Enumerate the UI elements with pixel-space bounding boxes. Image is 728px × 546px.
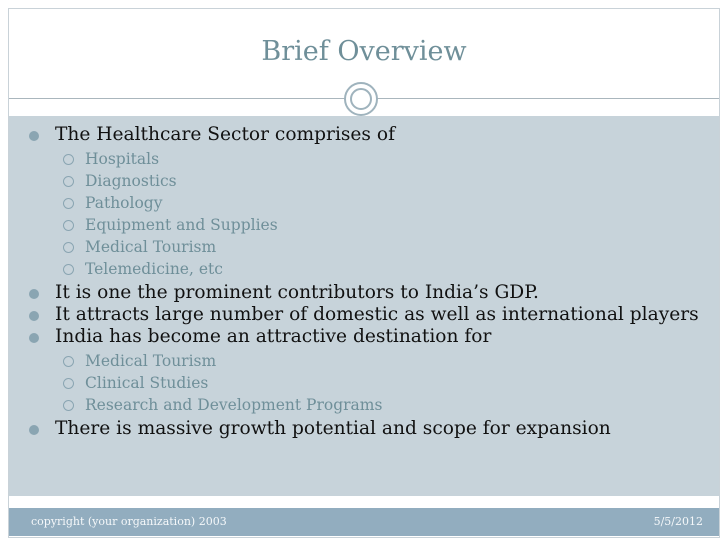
bullet-item-growth — [19, 418, 709, 440]
sub-bullet-item — [55, 372, 709, 394]
sub-bullet-list — [55, 350, 709, 416]
footer-date: 5/5/2012 — [653, 515, 703, 528]
sub-bullet-text: Pathology — [85, 194, 163, 212]
sub-bullet-text: Hospitals — [85, 150, 160, 168]
bullet-dot-icon — [29, 425, 39, 435]
bullet-item-players — [19, 304, 709, 326]
bullet-dot-icon — [29, 311, 39, 321]
ring-bullet-icon — [63, 198, 74, 209]
slide-title: Brief Overview — [261, 36, 467, 67]
sub-bullet-text: Research and Development Programs — [85, 396, 383, 414]
sub-bullet-list — [55, 148, 709, 280]
sub-bullet-item — [55, 170, 709, 192]
bullet-text: There is massive growth potential and scope for expansion — [55, 418, 611, 439]
sub-bullet-text: Clinical Studies — [85, 374, 209, 392]
footer-copyright: copyright (your organization) 2003 — [31, 515, 227, 528]
sub-bullet-text: Diagnostics — [85, 172, 177, 190]
sub-bullet-item — [55, 192, 709, 214]
bullet-dot-icon — [29, 131, 39, 141]
sub-bullet-text: Telemedicine, etc — [85, 260, 223, 278]
ring-bullet-icon — [63, 378, 74, 389]
bullet-list — [19, 124, 709, 440]
sub-bullet-item — [55, 214, 709, 236]
ring-bullet-icon — [63, 264, 74, 275]
sub-bullet-item — [55, 350, 709, 372]
ring-bullet-icon — [63, 176, 74, 187]
slide-footer — [9, 508, 719, 536]
bullet-text: India has become an attractive destination for — [55, 326, 492, 347]
ring-bullet-icon — [63, 356, 74, 367]
ring-bullet-icon — [63, 400, 74, 411]
bullet-text: It attracts large number of domestic as well as international players — [55, 304, 699, 325]
sub-bullet-text: Medical Tourism — [85, 238, 217, 256]
sub-bullet-item — [55, 258, 709, 280]
ring-bullet-icon — [63, 242, 74, 253]
bullet-dot-icon — [29, 289, 39, 299]
bullet-text: It is one the prominent contributors to India’s GDP. — [55, 282, 539, 303]
bullet-item-gdp — [19, 282, 709, 304]
sub-bullet-text: Equipment and Supplies — [85, 216, 278, 234]
sub-bullet-item — [55, 394, 709, 416]
ring-bullet-icon — [63, 220, 74, 231]
bullet-item-sector — [19, 124, 709, 280]
sub-bullet-item — [55, 148, 709, 170]
ring-bullet-icon — [63, 154, 74, 165]
bullet-dot-icon — [29, 333, 39, 343]
circle-ornament-icon — [344, 82, 378, 116]
bullet-text: The Healthcare Sector comprises of — [55, 124, 395, 145]
bullet-item-destination — [19, 326, 709, 416]
sub-bullet-item — [55, 236, 709, 258]
sub-bullet-text: Medical Tourism — [85, 352, 217, 370]
content-area — [9, 116, 719, 496]
